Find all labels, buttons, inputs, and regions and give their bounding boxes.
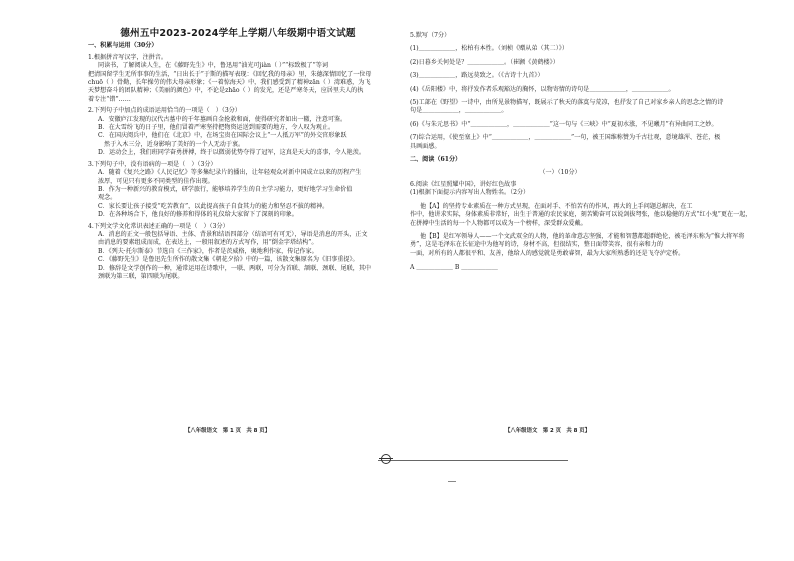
- question-3-option-b: B．作为一种新兴的教育模式，研学旅行，能够培养学生的自主学习能力，更好地学习生命价值: [98, 185, 353, 193]
- question-1: [88, 54, 388, 104]
- question-3-option-c: C．家长要让孩子接受“吃苦教育”，以此提高孩子自食其力的能力和坚忍不拔的精神。: [98, 202, 329, 210]
- question-2: [88, 107, 388, 157]
- question-2-option-b: B．在大雪纷飞的日子里，他们冒着严寒坚持把物资运送到需要的地方，令人叹为观止。: [98, 124, 335, 132]
- question-1-line: 把清国留学生无所事事的生活，“日出长于”于斯的描写表现：《回忆我的母亲》里，朱德深情回忆了一位母: [88, 70, 372, 78]
- question-3-option-d: D．在各种场合下，他良好的修养和得体的礼仪给大家留下了深刻的印象。: [98, 211, 298, 219]
- question-3: [88, 161, 388, 220]
- question-5-item-7-cont: 具画面感。: [410, 142, 441, 150]
- question-5: [410, 32, 724, 151]
- page-footer-left: 【八年级语文 第 1 页 共 8 页】: [185, 428, 271, 434]
- question-6-sub: (1)根据下面提示内容写出人物姓名。（2分）: [410, 189, 530, 197]
- left-column: [88, 30, 388, 281]
- question-3-head: 3.下列句子中，没有语病的一项是（ ）（3分）: [88, 160, 217, 168]
- registration-crosshair-icon: [379, 458, 393, 459]
- passage-b-line: 勇”，这是毛泽东在长征途中为他写的诗，身材不高，但很结实，整日面带笑容，很有亲和力的: [410, 241, 663, 249]
- question-3-option-a-cont: 浓厚，可见只有更多不同类型的佳作出现。: [98, 177, 214, 185]
- question-4-option-d-cont: 颈联为第三联，第四联为尾联。: [98, 272, 184, 280]
- question-2-option-d: D．运动会上，我们班同学奋勇拼搏，终于以微弱优势夺得了冠军，这真是天大的喜事，令人艳羡。: [98, 149, 365, 157]
- question-3-option-a: A．随着《复兴之路》《人民记忆》等多集纪录片的播出，让年轻观众对新中国成立以来的历程产生: [98, 169, 362, 177]
- question-4-option-c: C．《藤野先生》是鲁迅先生所作的散文集《朝花夕拾》中的一篇，该散文集原名为《旧事重提》。: [98, 256, 359, 264]
- question-2-head: 2.下列句子中加点的成语运用恰当的一项是（ ）（3分）: [88, 107, 241, 115]
- question-1-line: 同读书，了解阅读人生，在《藤野先生》中，鲁迅用“油光可jiàn（ ）”“标致极了”等词: [98, 62, 328, 70]
- passage-b-line: 一面，对所有的人都很平和、友善，他给人的感觉就是勇敢睿智，最为大家所熟悉的还是飞夺泸定桥。: [410, 249, 685, 257]
- question-6-head: 6.阅读《红星照耀中国》，讲好红色故事: [410, 180, 517, 188]
- question-3-option-b-cont: 观念。: [98, 194, 117, 202]
- small-mark: [448, 481, 456, 482]
- passage-b-line: 他【B】是红军领导人——一个文武双全的人物，他的革命意志坚强，才能和智慧都超群绝伦，被毛泽东称为“惟大将军将: [420, 232, 745, 240]
- question-5-item-5: (5)工部在《野望》一诗中，由所见景物描写，既展示了秋天的落寞与荒凉，也抒发了自己对家乡亲人的思念之情的诗: [410, 99, 724, 107]
- question-1-head: 1.根据拼音写汉字，注拼音。: [88, 53, 167, 61]
- section-1-heading: 一、积累与运用（30分）: [88, 42, 158, 50]
- question-4-option-d: D．修辞是文学创作的一种，通常运用在诗歌中，一联、两联，可分为首联、颔联、颈联、尾联，其中: [98, 264, 372, 272]
- question-5-item-7: (7)综合运用，《使至塞上》中“＿＿＿＿＿＿，＿＿＿＿＿＿”一句，被王国维称赞为千古壮观，意境雄浑、苍茫，极: [410, 134, 721, 142]
- exam-title: 德州五中2023-2024学年上学期八年级期中语文试题: [120, 28, 356, 39]
- passage-a-line: 作中，他讲求实际，身体素质非常好，出生于普通的农民家庭，刻苦勤奋可以说剑拔弩张，他以稳健的方式“红小鬼”更在一起，: [410, 211, 752, 219]
- question-1-line: chuō（ ）骨勤，长年操劳的伟大母亲形象；《一着惊海天》中，我们感受到了精神zān（ ）湾难惑，为飞: [88, 79, 371, 87]
- subsection-heading: （一）（10分）: [539, 169, 581, 177]
- question-5-head: 5.默写（7分）: [410, 32, 451, 39]
- question-5-item-5-cont: 句是＿＿＿＿＿＿，＿＿＿＿＿＿。: [410, 107, 508, 115]
- question-4: [88, 223, 388, 282]
- binding-line: [378, 460, 568, 461]
- section-2-heading: 二、阅读（61分）: [410, 156, 462, 164]
- question-1-line: 着专注“错”……: [88, 95, 131, 103]
- question-5-item-3: (3)＿＿＿＿＿＿，路远莫致之。（《古诗十九首》）: [410, 72, 544, 80]
- question-4-option-a: A．消息的正文一般包括导语、主体、背景和结语四部分（结语可有可无），导语是消息的开头，正文: [98, 230, 368, 238]
- question-2-option-c: C．在国庆阅兵中，他们在《北京》中，在场宝贵在国际会议上“一人抵万军”的外交官形象跃: [98, 132, 347, 140]
- right-column: [410, 30, 752, 273]
- question-1-line: 天梦想奋斗的团队精神；《美丽的颜色》中，不论是zhāo（ ）的发光，还是严寒冬天，应居里夫人的执: [88, 87, 364, 95]
- question-2-option-c-cont: 然于入木三分，近身影响了美好的一个人无动于衷。: [104, 140, 245, 148]
- question-5-item-6: (6)《与朱元思书》中“＿＿＿＿＿＿，＿＿＿＿＿＿”这一句与《三峡》中“夏初水涨，不见曦月”有异曲同工之妙。: [410, 120, 718, 128]
- question-6: [410, 180, 752, 273]
- question-5-item-2: (2)日暮乡关何处是？＿＿＿＿＿＿。（崔颢《黄鹤楼》）: [410, 58, 559, 66]
- question-4-option-a-cont: 由消息的要素组成而成，在表达上，一般用叙述的方式写作，用“倒金字塔结构”。: [98, 239, 318, 247]
- question-5-item-4: (4)《岳阳楼》中，将抒发作者乐观豁达的胸怀，以物寄情的诗句是＿＿＿＿＿＿，＿＿＿＿＿＿。: [410, 85, 675, 93]
- page-footer-right: 【八年级语文 第 2 页 共 8 页】: [505, 428, 591, 434]
- registration-circle-icon: [381, 454, 391, 464]
- question-4-head: 4.下列文学文化常识表述正确的一项是（ ）（3分）: [88, 222, 229, 230]
- question-4-option-b: B．《列夫·托尔斯泰》节选自《三作家》，作者是茨威格，奥地利作家，传记作家。: [98, 247, 318, 255]
- question-2-option-a: A．安徽庐江发现的汉代古墓中的千年墓画自金抢救和面，使得研究者如出一辙，注意可鉴。: [98, 115, 347, 123]
- passage-a-line: 他【A】的坚持专业素质在一种方式呈现，在面对手、不怕苦有的作风，再大的上手问题总解决，在工: [420, 202, 693, 210]
- answer-blanks[interactable]: A ＿＿＿＿＿＿ B ＿＿＿＿＿＿: [410, 264, 498, 272]
- question-5-item-1: (1)＿＿＿＿＿＿，松柏有本性。（刘桢《赠从弟（其二）》）: [410, 45, 568, 53]
- passage-a-line: 在拼搏中生活的每一个人物都可以成为一个榜样，深受群众爱戴。: [410, 219, 587, 227]
